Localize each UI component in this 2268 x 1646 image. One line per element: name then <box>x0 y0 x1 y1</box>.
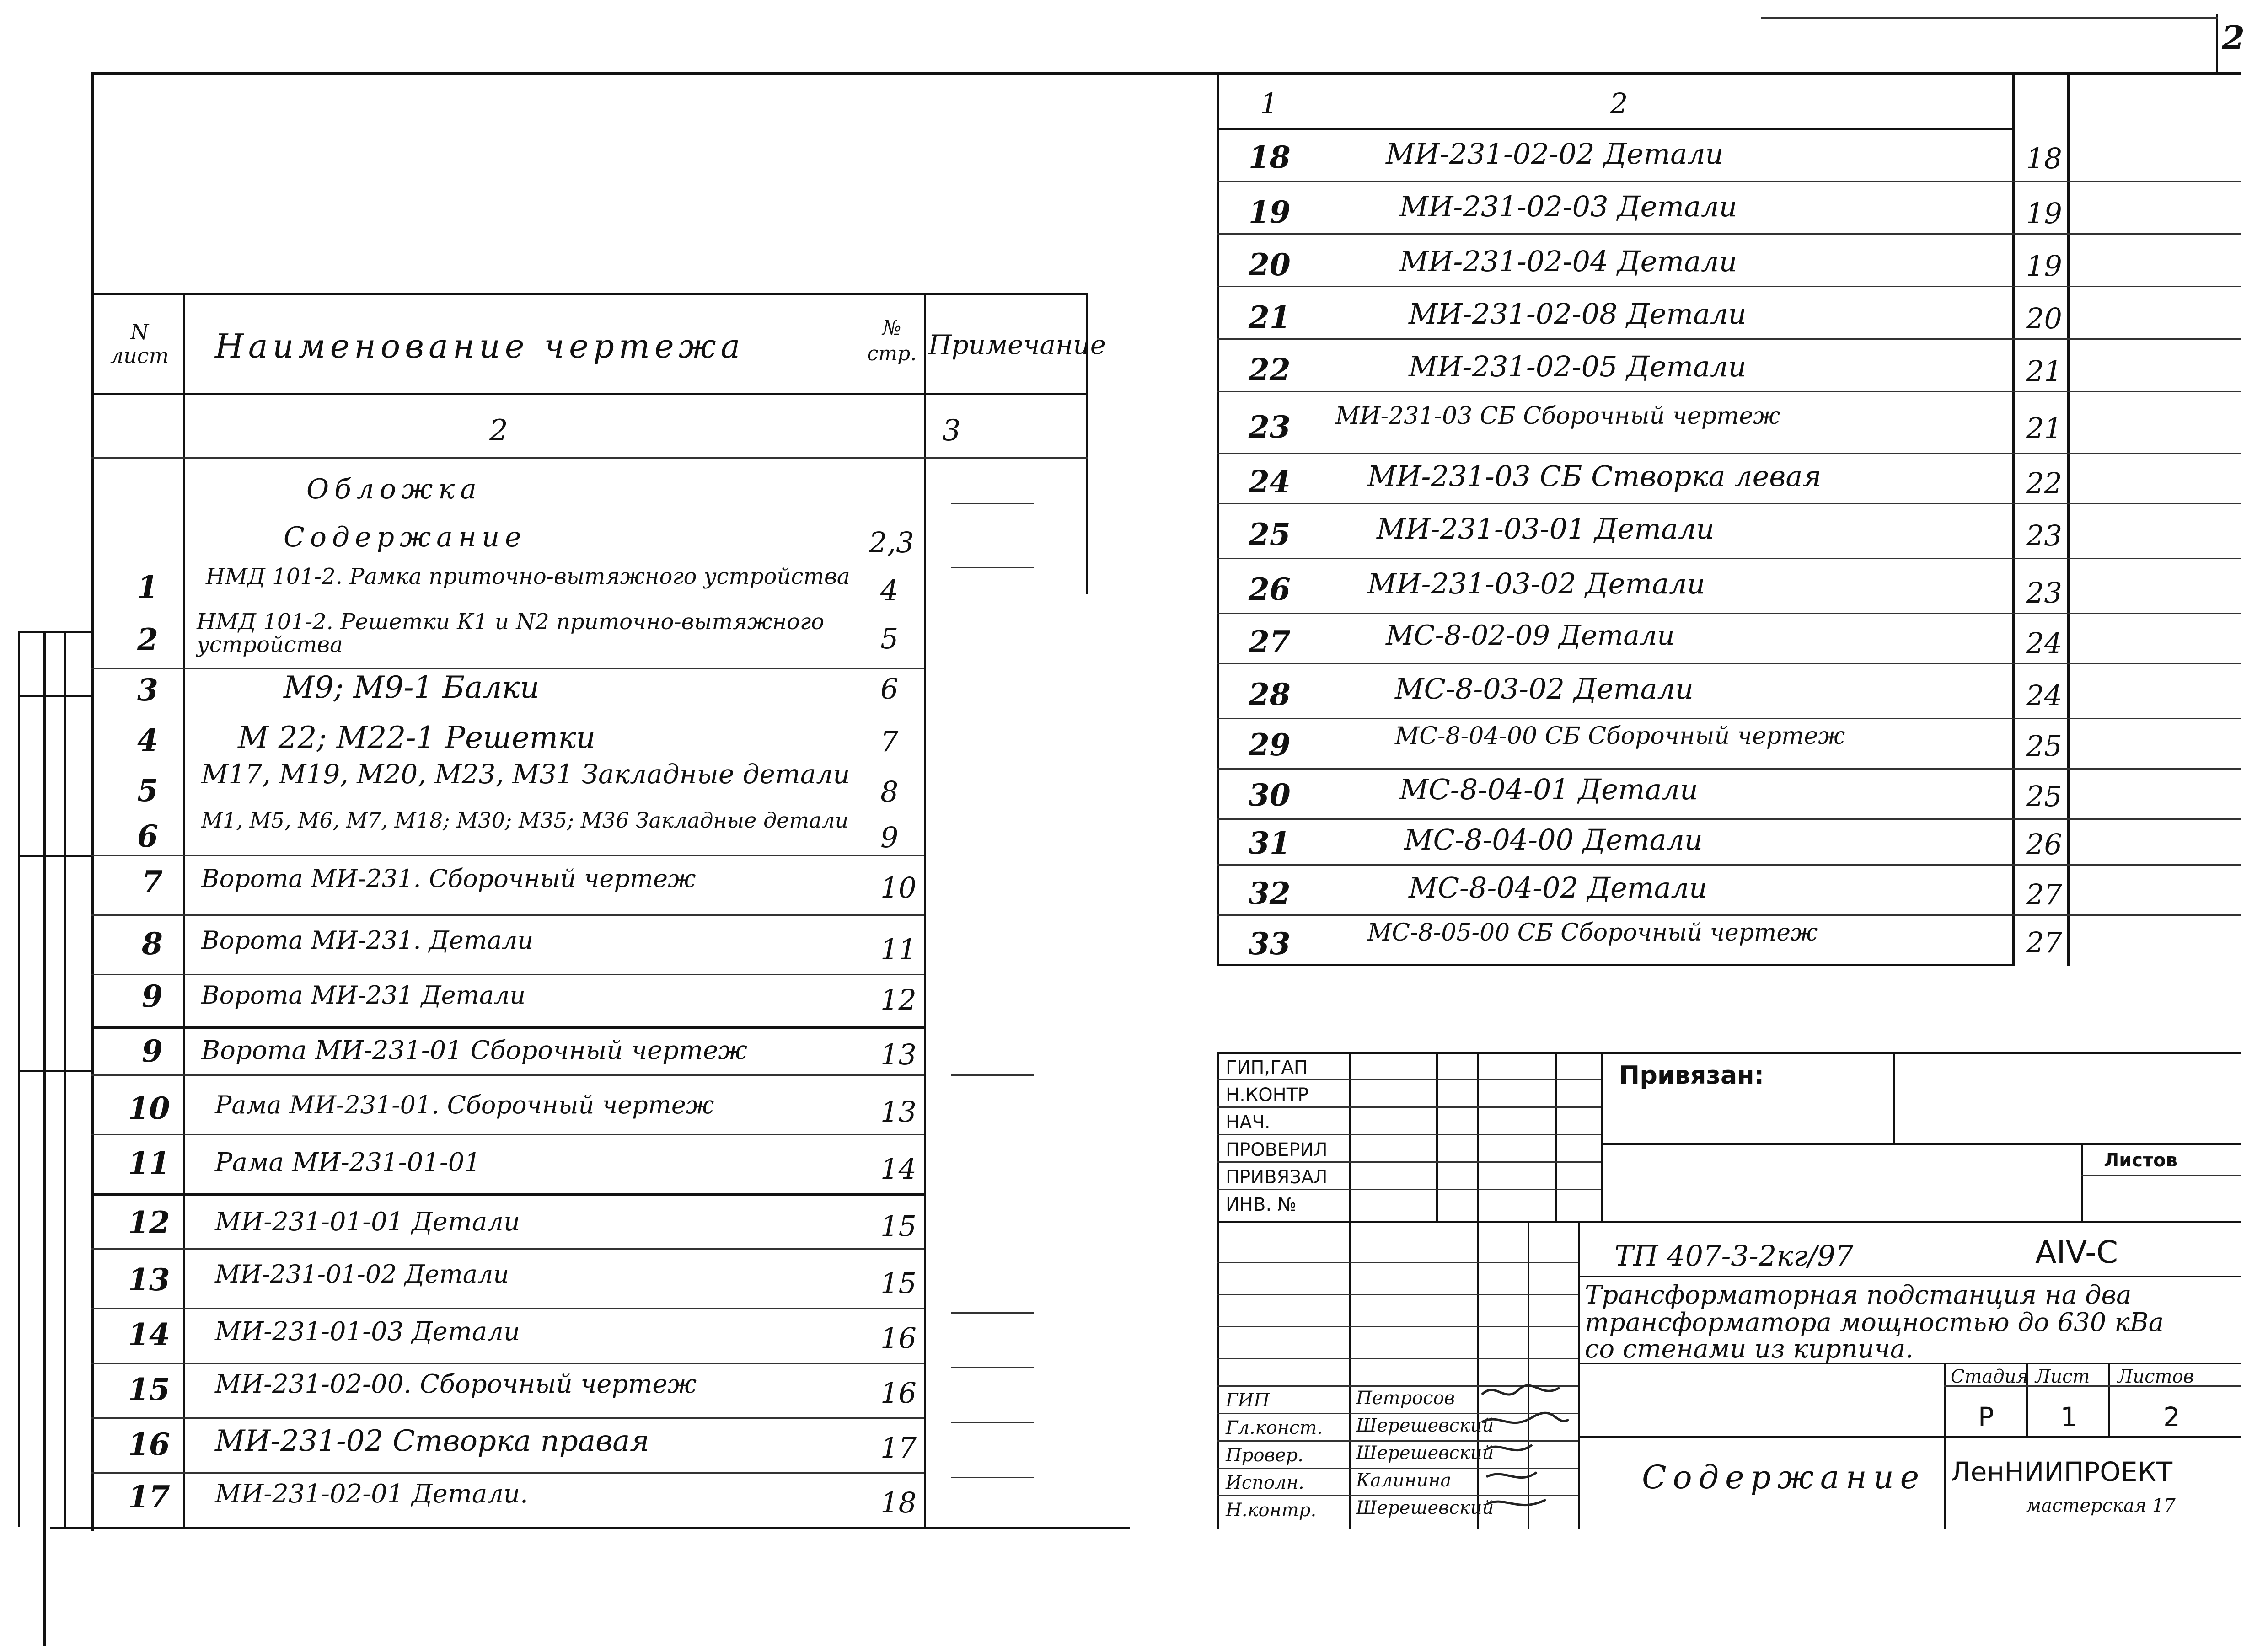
sheet-title: Содержание <box>1642 1459 1926 1496</box>
signature-marks <box>1477 1381 1578 1527</box>
right-column-number-2: 2 <box>1610 87 1628 120</box>
row-number: 24 <box>1249 464 1291 500</box>
header-sheet-no: N лист <box>110 320 169 368</box>
row-page: 13 <box>880 1038 917 1071</box>
row-page: 26 <box>2026 828 2062 861</box>
row-number: 14 <box>128 1317 170 1352</box>
row-name: М1, М5, М6, М7, М18; М30; М35; М36 Закладные детали <box>201 808 849 833</box>
row-number: 4 <box>137 722 158 758</box>
row-name: Рама МИ-231-01-01 <box>215 1148 481 1177</box>
row-name: М17, М19, М20, М23, М31 Закладные детали <box>201 759 850 790</box>
sheet-number: 2 <box>2222 18 2245 57</box>
row-page: 21 <box>2026 412 2062 445</box>
row-number: 1 <box>137 569 158 605</box>
row-name: МИ-231-01-03 Детали <box>215 1317 520 1347</box>
row-number: 13 <box>128 1262 170 1298</box>
header-note: Примечание <box>928 329 1106 360</box>
document-code: ТП 407-3-2кг/97 <box>1614 1239 1854 1272</box>
column-number-2: 2 <box>489 414 508 448</box>
row-name: МИ-231-03 СБ Сборочный чертеж <box>1335 402 1780 430</box>
row-page: 19 <box>2026 197 2062 230</box>
row-number: 32 <box>1249 876 1291 911</box>
row-name: М9; М9-1 Балки <box>284 670 540 705</box>
row-page: 19 <box>2026 249 2062 283</box>
bound-label: Привязан: <box>1619 1061 1764 1090</box>
row-name: Содержание <box>284 521 527 553</box>
signature-role: Н.контр. <box>1226 1500 1317 1521</box>
row-name: НМД 101-2. Рамка приточно-вытяжного устройства <box>206 564 850 589</box>
project-title-line-2: трансформатора мощностью до 630 кВа <box>1585 1308 2164 1337</box>
row-number: 23 <box>1249 409 1291 445</box>
row-name: МИ-231-01-01 Детали <box>215 1207 520 1237</box>
row-page: 24 <box>2026 679 2062 712</box>
row-page: 7 <box>880 725 899 758</box>
signature-name: Петросов <box>1356 1388 1455 1409</box>
row-number: 27 <box>1249 624 1291 660</box>
row-name: МС-8-04-00 Детали <box>1404 823 1703 856</box>
row-number: 12 <box>128 1205 170 1240</box>
row-page: 15 <box>880 1209 917 1243</box>
row-number: 10 <box>128 1090 170 1126</box>
row-name: Рама МИ-231-01. Сборочный чертеж <box>215 1090 714 1119</box>
sheet-label: Лист <box>2035 1366 2090 1387</box>
stage-label: Стадия <box>1951 1366 2028 1387</box>
row-page: 21 <box>2026 354 2062 388</box>
row-number: 9 <box>142 978 163 1014</box>
row-name: МС-8-04-00 СБ Сборочный чертеж <box>1395 722 1845 750</box>
row-page: 25 <box>2026 729 2062 763</box>
row-page: 10 <box>880 871 917 904</box>
row-name: Обложка <box>306 473 482 505</box>
signature-name: Калинина <box>1356 1470 1452 1491</box>
row-name: МС-8-03-02 Детали <box>1395 672 1694 705</box>
row-name: МИ-231-03 СБ Створка левая <box>1367 460 1822 493</box>
total-sheets-label: Листов <box>2118 1366 2194 1387</box>
row-number: 19 <box>1249 194 1291 230</box>
signature-name: Шерешевский <box>1356 1497 1494 1518</box>
row-page: 2,3 <box>869 526 914 559</box>
row-page: 5 <box>880 622 899 655</box>
row-name: МС-8-05-00 СБ Сборочный чертеж <box>1367 919 1818 946</box>
column-number-3: 3 <box>942 414 961 448</box>
label-gip-gap: ГИП,ГАП <box>1226 1057 1308 1078</box>
sheets-label-top: Листов <box>2104 1150 2177 1171</box>
signature-role: Исполн. <box>1226 1472 1304 1493</box>
row-number: 2 <box>137 622 158 657</box>
organization-subunit: мастерская 17 <box>2026 1495 2176 1516</box>
row-name: МС-8-04-02 Детали <box>1409 871 1707 904</box>
row-number: 16 <box>128 1427 170 1462</box>
header-page-no: № стр. <box>867 316 917 365</box>
label-checked: ПРОВЕРИЛ <box>1226 1139 1328 1160</box>
row-page: 24 <box>2026 626 2062 660</box>
signature-name: Шерешевский <box>1356 1443 1494 1464</box>
label-inventory-no: ИНВ. № <box>1226 1194 1297 1215</box>
row-page: 23 <box>2026 519 2062 552</box>
row-page: 14 <box>880 1152 917 1186</box>
row-page: 25 <box>2026 780 2062 813</box>
row-name: МИ-231-02-01 Детали. <box>215 1479 528 1509</box>
row-number: 33 <box>1249 926 1291 962</box>
row-page: 16 <box>880 1321 917 1355</box>
sheet-value: 1 <box>2060 1401 2077 1432</box>
row-number: 29 <box>1249 727 1291 763</box>
signature-name: Шерешевский <box>1356 1415 1494 1436</box>
row-page: 6 <box>880 672 899 705</box>
row-name: МИ-231-02-03 Детали <box>1399 190 1737 223</box>
row-name: Ворота МИ-231 Детали <box>201 981 526 1010</box>
header-drawing-name: Наименование чертежа <box>215 327 745 365</box>
row-page: 4 <box>880 574 899 607</box>
row-number: 7 <box>142 864 163 900</box>
row-name: НМД 101-2. Решетки К1 и N2 приточно-вытяжного устройства <box>197 609 825 657</box>
album-code: АIV-С <box>2035 1234 2118 1271</box>
row-page: 9 <box>880 821 899 854</box>
row-page: 12 <box>880 983 917 1016</box>
row-name: Ворота МИ-231-01 Сборочный чертеж <box>201 1036 747 1065</box>
row-name: МИ-231-02-04 Детали <box>1399 245 1737 278</box>
row-name: МИ-231-02-05 Детали <box>1409 350 1747 383</box>
row-number: 3 <box>137 672 158 708</box>
row-number: 20 <box>1249 247 1291 283</box>
row-page: 23 <box>2026 576 2062 609</box>
row-number: 15 <box>128 1372 170 1407</box>
row-number: 8 <box>142 926 163 962</box>
row-number: 21 <box>1249 299 1291 335</box>
row-page: 22 <box>2026 466 2062 500</box>
row-name: МИ-231-02-00. Сборочный чертеж <box>215 1369 697 1399</box>
row-number: 28 <box>1249 677 1291 712</box>
signature-role: Гл.конст. <box>1226 1417 1323 1438</box>
row-name: МС-8-02-09 Детали <box>1386 620 1675 652</box>
signature-role: ГИП <box>1226 1390 1270 1411</box>
row-name: МИ-231-02-02 Детали <box>1386 137 1724 171</box>
row-page: 17 <box>880 1431 917 1464</box>
row-name: МС-8-04-01 Детали <box>1399 773 1698 806</box>
label-bound-by: ПРИВЯЗАЛ <box>1226 1167 1328 1188</box>
label-norm-control: Н.КОНТР <box>1226 1085 1309 1106</box>
row-name: Ворота МИ-231. Детали <box>201 926 534 955</box>
row-page: 8 <box>880 775 899 808</box>
row-number: 22 <box>1249 352 1291 388</box>
row-number: 5 <box>137 773 158 808</box>
row-name: Ворота МИ-231. Сборочный чертеж <box>201 864 696 893</box>
row-number: 18 <box>1249 139 1291 175</box>
row-number: 6 <box>137 818 158 854</box>
row-page: 27 <box>2026 926 2062 959</box>
row-page: 11 <box>880 933 917 966</box>
row-name: МИ-231-02-08 Детали <box>1409 297 1747 331</box>
row-page: 18 <box>2026 142 2062 175</box>
row-number: 9 <box>142 1033 163 1069</box>
row-name: МИ-231-01-02 Детали <box>215 1260 509 1288</box>
organization-name: ЛенНИИПРОЕКТ <box>1951 1456 2173 1487</box>
stage-value: Р <box>1978 1401 1994 1432</box>
row-number: 31 <box>1249 825 1291 861</box>
row-name: МИ-231-03-02 Детали <box>1367 567 1705 600</box>
total-sheets-value: 2 <box>2163 1401 2180 1432</box>
row-name: МИ-231-03-01 Детали <box>1377 512 1715 545</box>
right-column-number-1: 1 <box>1260 87 1278 120</box>
project-title-line-3: со стенами из кирпича. <box>1585 1334 1914 1364</box>
row-name: МИ-231-02 Створка правая <box>215 1424 649 1458</box>
row-number: 25 <box>1249 517 1291 552</box>
label-head: НАЧ. <box>1226 1112 1271 1133</box>
row-page: 16 <box>880 1376 917 1410</box>
row-page: 15 <box>880 1267 917 1300</box>
project-title-line-1: Трансформаторная подстанция на два <box>1585 1280 2132 1310</box>
signature-role: Провер. <box>1226 1445 1303 1466</box>
row-number: 26 <box>1249 572 1291 607</box>
row-number: 11 <box>128 1145 170 1181</box>
row-number: 30 <box>1249 777 1291 813</box>
row-number: 17 <box>128 1479 170 1515</box>
row-page: 27 <box>2026 878 2062 911</box>
row-name: М 22; М22-1 Решетки <box>238 720 596 755</box>
row-page: 20 <box>2026 302 2062 335</box>
row-page: 13 <box>880 1095 917 1128</box>
row-page: 18 <box>880 1486 917 1519</box>
